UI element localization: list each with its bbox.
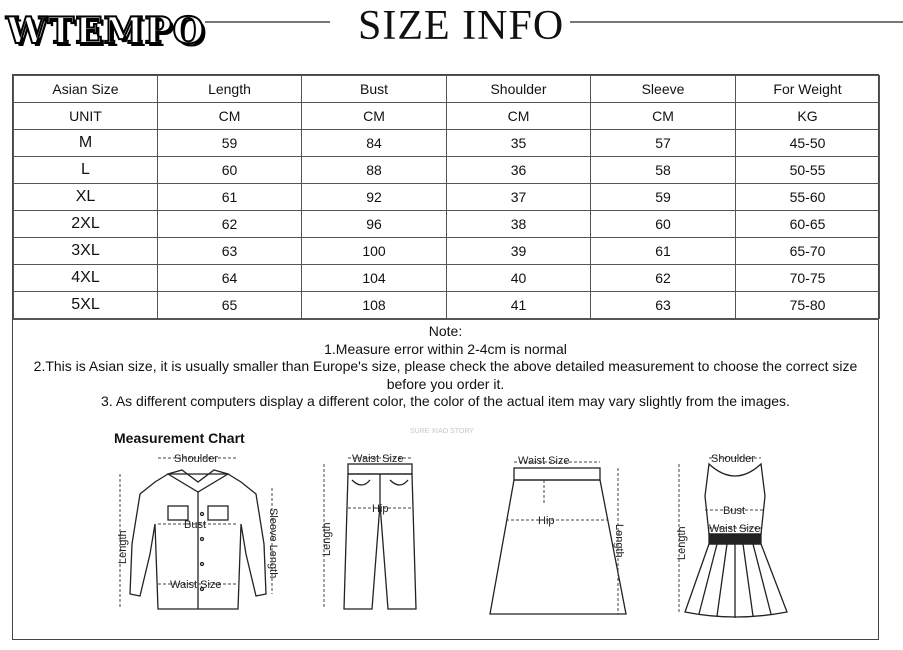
table-row [14,292,880,319]
table-cell: 60 [591,211,736,238]
shirt-length-label: Length [117,530,129,564]
unit-cell: CM [447,103,591,130]
table-cell: 65 [158,292,302,319]
skirt-diagram [480,444,640,619]
size-cell: XL [14,184,158,211]
pants-diagram [310,444,430,619]
table-header-row [14,76,880,103]
page-title: SIZE INFO [358,3,565,49]
table-cell: 60-65 [736,211,880,238]
dress-shoulder-label: Shoulder [711,453,756,465]
unit-cell: KG [736,103,880,130]
size-table [13,75,880,319]
skirt-waist-label: Waist Size [518,455,570,467]
skirt-hip-label: Hip [538,515,555,527]
table-cell: 50-55 [736,157,880,184]
size-cell: L [14,157,158,184]
header-rule-right [570,21,903,23]
size-cell: 2XL [14,211,158,238]
header-shoulder: Shoulder [447,76,591,103]
table-cell: 61 [591,238,736,265]
header-bust: Bust [302,76,447,103]
table-cell: 70-75 [736,265,880,292]
pants-hip-label: Hip [372,503,389,515]
header-sleeve: Sleeve [591,76,736,103]
header-for-weight: For Weight [736,76,880,103]
header-asian-size: Asian Size [14,76,158,103]
table-row [14,157,880,184]
dress-waist-label: Waist Size [709,523,761,535]
table-cell: 40 [447,265,591,292]
unit-cell: CM [158,103,302,130]
note-line-1: 1.Measure error within 2-4cm is normal [324,340,567,357]
table-cell: 61 [158,184,302,211]
header-rule-left [205,21,330,23]
size-cell: 5XL [14,292,158,319]
pants-length-label: Length [321,522,333,556]
table-cell: 62 [591,265,736,292]
table-row [14,184,880,211]
table-row [14,211,880,238]
watermark: SURE XIAO STORY [410,428,474,435]
table-cell: 84 [302,130,447,157]
table-cell: 45-50 [736,130,880,157]
table-cell: 39 [447,238,591,265]
unit-cell: CM [302,103,447,130]
table-cell: 96 [302,211,447,238]
note-line-2: 2.This is Asian size, it is usually smaller than Europe's size, please check the above detailed measurement to choose the correct size before you order it. [33,358,858,392]
size-cell: 3XL [14,238,158,265]
size-cell: 4XL [14,265,158,292]
table-cell: 104 [302,265,447,292]
shirt-shoulder-label: Shoulder [174,453,219,465]
table-cell: 60 [158,157,302,184]
table-cell: 55-60 [736,184,880,211]
notes-heading: Note: [428,323,463,339]
size-cell: M [14,130,158,157]
shirt-waist-label: Waist Size [170,579,222,591]
table-cell: 36 [447,157,591,184]
table-cell: 63 [591,292,736,319]
dress-length-label: Length [676,526,688,560]
table-row [14,130,880,157]
notes-block [13,319,878,411]
table-cell: 62 [158,211,302,238]
table-cell: 59 [591,184,736,211]
note-line-3: 3. As different computers display a different color, the color of the actual item may vary slightly from the images. [101,393,790,409]
unit-cell: UNIT [14,103,158,130]
brand-logo: WTEMPO [6,10,205,52]
table-cell: 57 [591,130,736,157]
table-cell: 35 [447,130,591,157]
table-row [14,265,880,292]
measurement-chart-title: Measurement Chart [114,430,245,446]
table-cell: 75-80 [736,292,880,319]
table-cell: 100 [302,238,447,265]
table-cell: 65-70 [736,238,880,265]
table-cell: 63 [158,238,302,265]
table-cell: 88 [302,157,447,184]
table-cell: 108 [302,292,447,319]
dress-diagram [665,444,805,624]
pants-waist-label: Waist Size [352,453,404,465]
table-cell: 58 [591,157,736,184]
table-cell: 37 [447,184,591,211]
table-unit-row [14,103,880,130]
skirt-length-label: Length [613,524,625,558]
table-cell: 92 [302,184,447,211]
table-row [14,238,880,265]
table-cell: 38 [447,211,591,238]
table-cell: 41 [447,292,591,319]
shirt-sleeve-label: Sleeve Length [267,508,279,579]
table-cell: 59 [158,130,302,157]
dress-bust-label: Bust [723,505,746,517]
header-length: Length [158,76,302,103]
shirt-diagram [110,444,285,619]
unit-cell: CM [591,103,736,130]
shirt-bust-label: Bust [184,519,207,531]
table-cell: 64 [158,265,302,292]
